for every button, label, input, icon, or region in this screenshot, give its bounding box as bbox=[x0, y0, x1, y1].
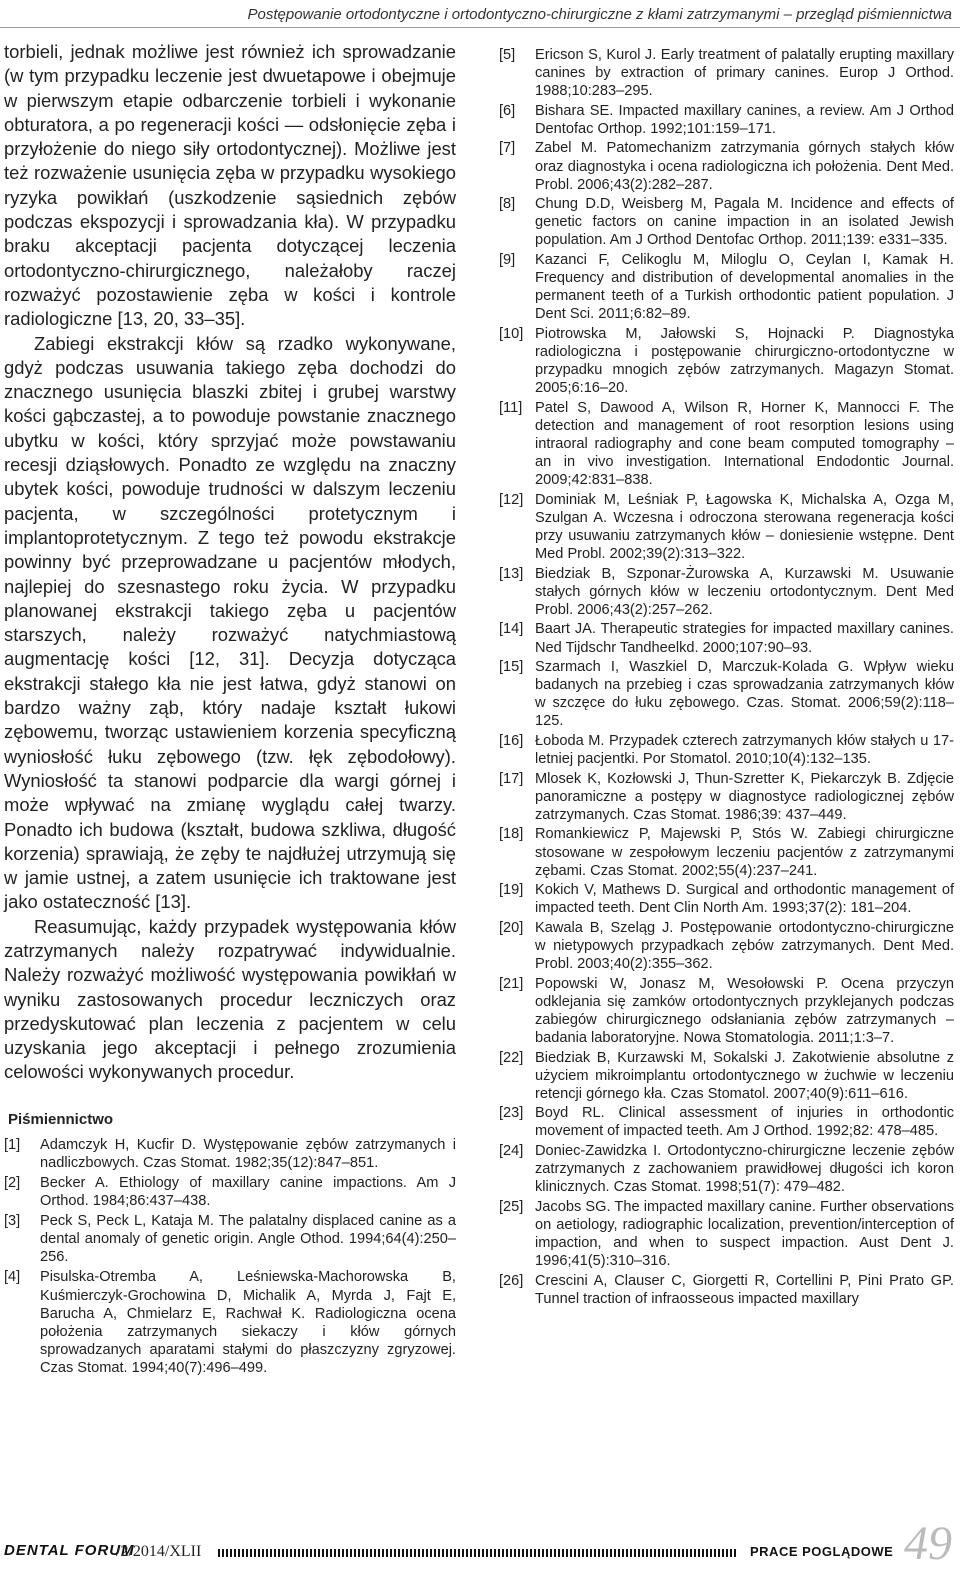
reference-number: [11] bbox=[499, 399, 523, 416]
reference-number: [18] bbox=[499, 826, 524, 843]
reference-item bbox=[4, 1136, 456, 1172]
left-column bbox=[4, 40, 456, 1379]
reference-text: Chung D.D, Weisberg M, Pagala M. Incidence and effects of genetic factors on canine impaction in an isolated Jewish population. Am J Orthod Dentofac Orthop. 2011;139: e331–335. bbox=[535, 196, 954, 249]
reference-item bbox=[499, 251, 954, 323]
reference-text: Ericson S, Kurol J. Early treatment of palatally erupting maxillary canines by extraction of primary canines. Europ J Orthod. 1988;10:283–295. bbox=[535, 47, 954, 100]
reference-item bbox=[499, 881, 954, 917]
reference-text: Baart JA. Therapeutic strategies for impacted maxillary canines. Ned Tijdschr Tandheelkd. 2000;107:90–93. bbox=[535, 621, 954, 656]
page-number: 49 bbox=[904, 1517, 952, 1570]
reference-item bbox=[499, 102, 954, 138]
reference-number: [20] bbox=[499, 919, 524, 936]
reference-number: [12] bbox=[499, 491, 524, 508]
reference-number: [10] bbox=[499, 325, 524, 342]
right-column bbox=[499, 46, 954, 1309]
references-list-left bbox=[4, 1136, 456, 1377]
reference-text: Mlosek K, Kozłowski J, Thun-Szretter K, Piekarczyk B. Zdjęcie panoramiczne a postępy w diagnostyce radiologicznej zębów zatrzymanych. Czas Stomat. 1986;39: 437–449. bbox=[535, 770, 954, 823]
reference-item bbox=[4, 1174, 456, 1210]
reference-item bbox=[499, 825, 954, 879]
journal-logo: DENTAL FORUM bbox=[4, 1542, 135, 1559]
reference-item bbox=[499, 491, 954, 563]
reference-number: [5] bbox=[499, 47, 516, 63]
reference-item bbox=[499, 325, 954, 397]
reference-text: Doniec-Zawidzka I. Ortodontyczno-chirurgiczne leczenie zębów zatrzymanych z zachowaniem prawidłowej długości ich koron klinicznych. Czas Stomat. 1998;51(7): 479–482. bbox=[535, 1143, 954, 1196]
body-paragraph-2: Zabiegi ekstrakcji kłów są rzadko wykonywane, gdyż podczas usuwania takiego zęba dochodzi do znacznego usunięcia blaszki zbitej i grubej warstwy kości gąbczastej, a to powoduje powstanie znacznego ubytku w kości, który sprzyjać może powstawaniu recesji dziąsłowych. Ponadto ze względu na znaczny ubytek kości, powoduje trudności w dalszym leczeniu pacjenta, w szczególności protetycznym i implantoprotetycznym. Z tego też powodu ekstrakcje powinny być przeprowadzane u pacjentów młodych, najlepiej do szesnastego roku życia. W przypadku planowanej ekstrakcji takiego zęba u pacjentów starszych, należy rozważyć natychmiastową augmentację kości [12, 31]. Decyzja dotycząca ekstrakcji stałego kła nie jest łatwa, gdyż stanowi on bardzo ważny ząb, który nadaje kształt łukowi zębowemu, tworząc ustawieniem korzenia specyficzną wyniosłość łuku zębowego (tzw. łęk zębodołowy). Wyniosłość ta stanowi podparcie dla wargi górnej i może wpływać na zmianę wyglądu całej twarzy. Ponadto ich budowa (kształt, budowa szkliwa, długość korzenia) sprawiają, że zęby te najdłużej utrzymują się w jamie ustnej, a zatem usunięcie ich traktowane jest jako ostateczność [13]. bbox=[4, 332, 456, 913]
reference-item bbox=[499, 770, 954, 824]
reference-item bbox=[499, 1198, 954, 1270]
reference-number: [15] bbox=[499, 659, 524, 676]
reference-text: Popowski W, Jonasz M, Wesołowski P. Ocena przyczyn odklejania się zamków ortodontycznych przyklejanych podczas zabiegów chirurgicznego odsłaniania zębów zatrzymanych – badania laboratoryjne. Nowa Stomatologia. 2011;1:3–7. bbox=[535, 975, 954, 1046]
reference-item bbox=[499, 46, 954, 100]
issue-number: /2/2014/XLII bbox=[116, 1543, 202, 1560]
reference-item bbox=[499, 195, 954, 249]
reference-number: [25] bbox=[499, 1198, 524, 1215]
reference-item bbox=[4, 1268, 456, 1377]
reference-number: [9] bbox=[499, 252, 516, 269]
reference-number: [16] bbox=[499, 732, 524, 749]
reference-item bbox=[4, 1212, 456, 1266]
footer-decorative-bar bbox=[218, 1549, 738, 1557]
reference-number: [22] bbox=[499, 1049, 524, 1066]
reference-number: [14] bbox=[499, 621, 524, 638]
reference-text: Crescini A, Clauser C, Giorgetti R, Cortellini P, Pini Prato GP. Tunnel traction of infraosseous impacted maxillary bbox=[535, 1272, 954, 1307]
reference-number: [21] bbox=[499, 975, 524, 992]
reference-item bbox=[499, 1104, 954, 1140]
reference-text: Dominiak M, Leśniak P, Łagowska K, Michalska A, Ozga M, Szulgan A. Wczesna i odroczona sterowana regeneracja kości przy usuwaniu zatrzymanych kłów – doniesienie wstępne. Dent Med Probl. 2002;39(2):313–322. bbox=[535, 491, 954, 563]
page-footer bbox=[0, 1517, 960, 1570]
reference-text: Łoboda M. Przypadek czterech zatrzymanych kłów stałych u 17-letniej pacjentki. Por Stomatol. 2010;10(4):132–135. bbox=[535, 732, 954, 768]
reference-text: Bishara SE. Impacted maxillary canines, a review. Am J Orthod Dentofac Orthop. 1992;101:159–171. bbox=[535, 102, 954, 137]
references-list-right bbox=[499, 46, 954, 1308]
reference-number: [2] bbox=[4, 1174, 21, 1191]
reference-number: [26] bbox=[499, 1272, 524, 1289]
reference-item bbox=[499, 975, 954, 1047]
reference-number: [8] bbox=[499, 196, 516, 213]
reference-text: Becker A. Ethiology of maxillary canine impactions. Am J Orthod. 1984;86:437–438. bbox=[40, 1174, 456, 1210]
reference-text: Piotrowska M, Jałowski S, Hojnacki P. Diagnostyka radiologiczna i postępowanie chirurgiczno-ortodontyczne w przypadku mnogich zębów zatrzymanych. Magazyn Stomat. 2005;6:16–20. bbox=[535, 325, 954, 397]
reference-text: Kawala B, Szeląg J. Postępowanie ortodontyczno-chirurgiczne w nietypowych przypadkach zębów zatrzymanych. Dent Med. Probl. 2003;40(2):355–362. bbox=[535, 919, 954, 973]
reference-number: [24] bbox=[499, 1143, 524, 1160]
reference-text: Patel S, Dawood A, Wilson R, Horner K, Mannocci F. The detection and management of root resorption lesions using intraoral radiography and cone beam computed tomography – an in vivo investigation. International Endodontic Journal. 2009;42:831–838. bbox=[535, 399, 954, 489]
references-heading: Piśmiennictwo bbox=[8, 1110, 114, 1128]
reference-item bbox=[499, 565, 954, 619]
reference-item bbox=[499, 1272, 954, 1308]
reference-text: Romankiewicz P, Majewski P, Stós W. Zabiegi chirurgiczne stosowane w zespołowym leczeniu pacjentów z zatrzymanymi zębami. Czas Stomat. 2002;55(4):237–241. bbox=[535, 826, 954, 879]
reference-item bbox=[499, 1142, 954, 1196]
reference-text: Boyd RL. Clinical assessment of injuries in orthodontic movement of impacted teeth. Am J Orthod. 1992;82: 478–485. bbox=[535, 1105, 954, 1140]
reference-text: Adamczyk H, Kucfir D. Występowanie zębów zatrzymanych i nadliczbowych. Czas Stomat. 1982;35(12):847–851. bbox=[40, 1136, 456, 1171]
reference-number: [17] bbox=[499, 770, 524, 787]
reference-item bbox=[499, 658, 954, 730]
reference-text: Biedziak B, Szponar-Żurowska A, Kurzawski M. Usuwanie stałych górnych kłów w leczeniu ortodontycznym. Dent Med Probl. 2006;43(2):257–262. bbox=[535, 565, 954, 618]
reference-number: [23] bbox=[499, 1105, 524, 1122]
reference-item bbox=[499, 919, 954, 973]
reference-item bbox=[499, 399, 954, 489]
reference-number: [4] bbox=[4, 1269, 21, 1286]
reference-text: Jacobs SG. The impacted maxillary canine. Further observations on aetiology, radiographic localization, prevention/interception of impaction, and when to suspect impaction. Aust Dent J. 1996;41(5):310–316. bbox=[535, 1198, 954, 1270]
reference-item bbox=[499, 1049, 954, 1103]
reference-number: [19] bbox=[499, 882, 524, 899]
reference-item bbox=[499, 620, 954, 656]
body-paragraph-1: torbieli, jednak możliwe jest również ich sprowadzanie (w tym przypadku leczenie jest dwuetapowe i obejmuje w pierwszym etapie odbarczenie torbieli i wykonanie obturatora, a po regeneracji kości — odsłonięcie zęba i przyłożenie do niego siły ortodontycznej). Możliwe jest też rozważenie usunięcia zęba w przypadku wysokiego ryzyka powikłań (uszkodzenie sąsiednich zębów podczas ekspozycji i sprowadzania kła). W przypadku braku akceptacji pacjenta dotyczącej leczenia ortodontyczno-chirurgicznego, należałoby raczej rozważyć pozostawienie zęba w kości i kontrole radiologiczne [13, 20, 33–35]. bbox=[4, 41, 456, 330]
reference-number: [1] bbox=[4, 1136, 21, 1153]
reference-text: Pisulska-Otremba A, Leśniewska-Machorowska B, Kuśmierczyk-Grochowina D, Michalik A, Myrda J, Fajt E, Barucha A, Chmielarz E, Rachwał K. Radiologiczna ocena położenia zatrzymanych siekaczy i kłów górnych sprowadzanych aparatami stałymi do płaszczyzny zgryzowej. Czas Stomat. 1994;40(7):496–499. bbox=[40, 1269, 456, 1376]
running-header: Postępowanie ortodontyczne i ortodontyczno-chirurgiczne z kłami zatrzymanymi – przegląd piśmiennictwa bbox=[247, 6, 952, 23]
reference-item bbox=[499, 139, 954, 193]
reference-number: [7] bbox=[499, 140, 516, 157]
reference-text: Kazanci F, Celikoglu M, Miloglu O, Ceylan I, Kamak H. Frequency and distribution of developmental anomalies in the permanent teeth of a Turkish orthodontic patient population. J Dent Sci. 2011;6:82–89. bbox=[535, 252, 954, 323]
reference-text: Szarmach I, Waszkiel D, Marczuk-Kolada G. Wpływ wieku badanych na przebieg i czas sprowadzania zatrzymanych kłów w szczęce do łuku zębowego. Czas. Stomat. 2006;59(2):118–125. bbox=[535, 659, 954, 730]
section-label: PRACE POGLĄDOWE bbox=[750, 1544, 894, 1559]
reference-text: Biedziak B, Kurzawski M, Sokalski J. Zakotwienie absolutne z użyciem mikroimplantu ortodontycznego w żuchwie w leczeniu retencji górnego kła. Czas Stomatol. 2007;40(9):611–616. bbox=[535, 1049, 954, 1102]
reference-text: Peck S, Peck L, Kataja M. The palatalny displaced canine as a dental anomaly of genetic origin. Angle Othod. 1994;64(4):250–256. bbox=[40, 1213, 456, 1266]
article-body bbox=[4, 40, 456, 1085]
reference-item bbox=[499, 732, 954, 768]
header-divider bbox=[0, 27, 960, 28]
body-paragraph-3: Reasumując, każdy przypadek występowania kłów zatrzymanych należy rozpatrywać indywidualnie. Należy rozważyć możliwość występowania powikłań w wyniku zastosowanych procedur leczniczych oraz przedyskutować plan leczenia z pacjentem w celu uzyskania jego akceptacji i pełnego zrozumienia celowości wykonywanych procedur. bbox=[4, 915, 456, 1083]
reference-number: [13] bbox=[499, 565, 524, 582]
reference-text: Zabel M. Patomechanizm zatrzymania górnych stałych kłów oraz diagnostyka i ocena radiologiczna ich położenia. Dent Med. Probl. 2006;43(2):282–287. bbox=[535, 140, 954, 193]
reference-text: Kokich V, Mathews D. Surgical and orthodontic management of impacted teeth. Dent Clin North Am. 1993;37(2): 181–204. bbox=[535, 882, 954, 917]
reference-number: [3] bbox=[4, 1213, 21, 1230]
reference-number: [6] bbox=[499, 102, 516, 119]
